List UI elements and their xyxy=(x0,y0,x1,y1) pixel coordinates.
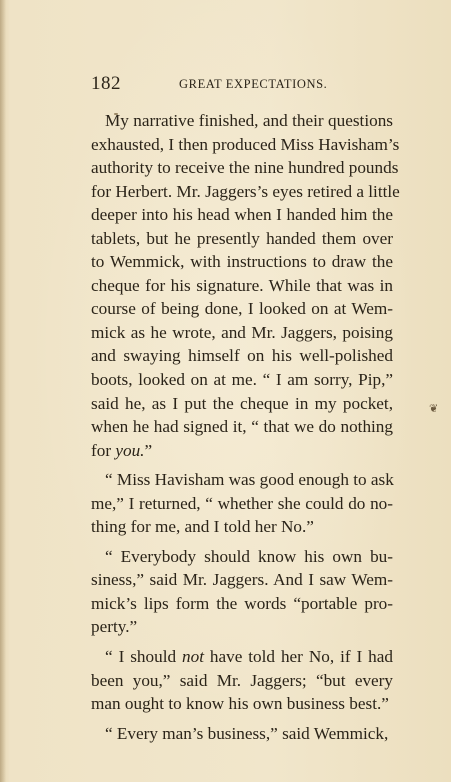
text-line: mick’s lips form the words “portable pro- xyxy=(91,593,393,613)
text-line: authority to receive the nine hundred pounds xyxy=(91,158,399,178)
text-line: to Wemmick, with instructions to draw the xyxy=(91,252,393,272)
text-line: me,” I returned, “ whether she could do no- xyxy=(91,493,393,513)
text-line: My narrative finished, and their questions xyxy=(105,111,393,130)
text-line: “ Everybody should know his own bu- xyxy=(105,546,393,566)
text-line: and swaying himself on his well-polished xyxy=(91,346,393,366)
emphasis: you. xyxy=(115,440,145,460)
text-line: “ Every man’s business,” said Wemmick, xyxy=(105,723,389,743)
body-text xyxy=(91,109,400,745)
text-line: for Herbert. Mr. Jaggers’s eyes retired a little xyxy=(91,181,400,201)
text-line: perty.” xyxy=(91,617,138,637)
text-line: “ I should not have told her No, if I had xyxy=(105,647,393,667)
text-line: for you.” xyxy=(91,440,153,460)
text-line: “ Miss Havisham was good enough to ask xyxy=(105,470,394,490)
text-line: deeper into his head when I handed him the xyxy=(91,205,393,225)
text-line: man ought to know his own business best.” xyxy=(91,694,389,714)
text-line: siness,” said Mr. Jaggers. And I saw Wem- xyxy=(91,570,393,590)
text-line: boots, looked on at me. “ I am sorry, Pip,” xyxy=(91,370,393,390)
text-line: said he, as I put the cheque in my pocket, xyxy=(91,393,393,413)
emphasis: not xyxy=(182,647,204,667)
running-head: GREAT EXPECTATIONS. xyxy=(179,77,328,91)
text-line: mick as he wrote, and Mr. Jaggers, poising xyxy=(91,322,393,342)
text-line: tablets, but he presently handed them over xyxy=(91,228,393,248)
text-line: when he had signed it, “ that we do nothing xyxy=(91,417,393,437)
page-number: 182 xyxy=(91,73,121,94)
text-line: course of being done, I looked on at Wem- xyxy=(91,299,393,319)
margin-flourish-icon: ❦ xyxy=(429,403,439,415)
text-line: cheque for his signature. While that was in xyxy=(91,275,393,295)
text-line: thing for me, and I told her No.” xyxy=(91,517,314,537)
text-line: been you,” said Mr. Jaggers; “but every xyxy=(91,670,393,690)
page-header xyxy=(91,73,391,101)
text-line: exhausted, I then produced Miss Havisham’s xyxy=(91,134,400,154)
